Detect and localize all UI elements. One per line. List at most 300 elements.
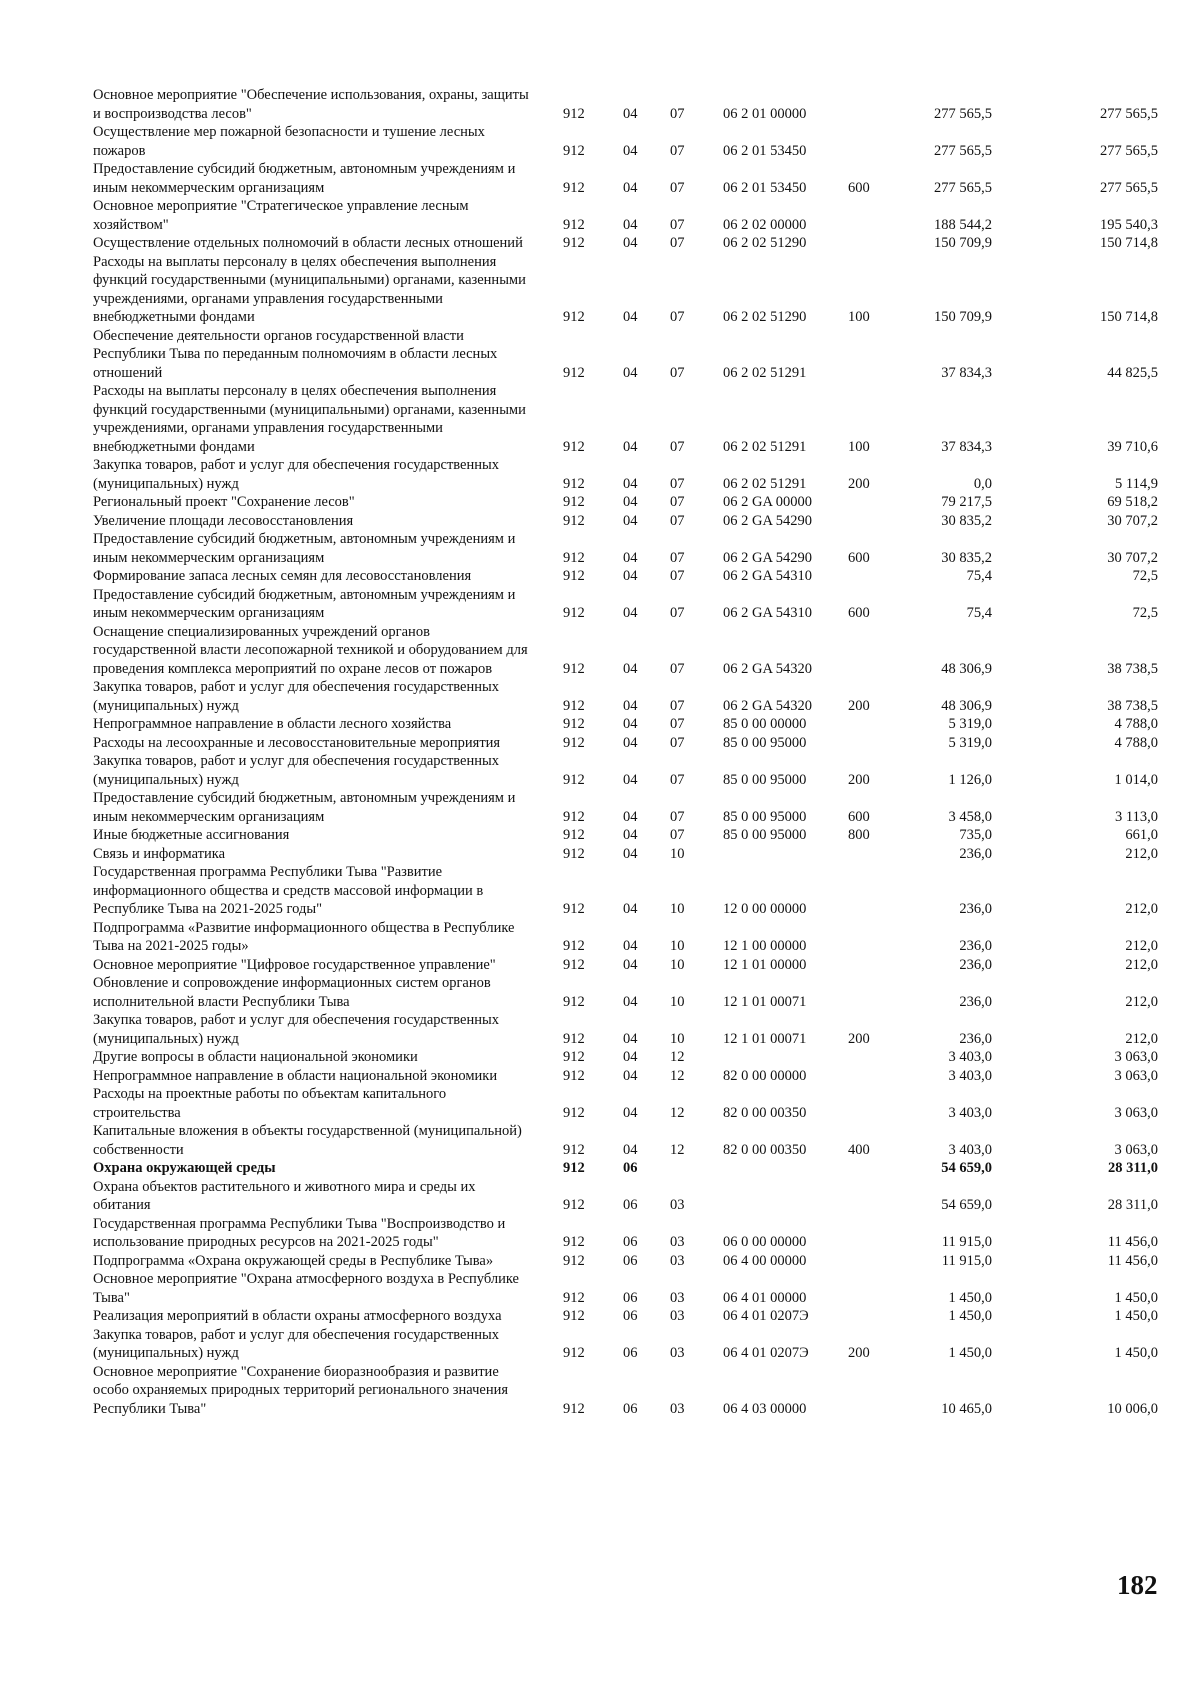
chapter-code: 912 <box>563 216 585 233</box>
chapter-code: 912 <box>563 1067 585 1084</box>
amount-year-2: 38 738,5 <box>1107 660 1158 677</box>
subsection-code: 10 <box>670 956 685 973</box>
subsection-code: 07 <box>670 697 685 714</box>
chapter-code: 912 <box>563 309 585 325</box>
subsection-code: 03 <box>670 1400 685 1417</box>
row-description: Закупка товаров, работ и услуг для обеспечения государственных (муниципальных) нужд <box>93 1012 500 1047</box>
amount-year-2: 195 540,3 <box>1100 216 1158 233</box>
chapter-code: 912 <box>563 105 585 122</box>
section-code: 04 <box>623 494 638 510</box>
chapter-code: 912 <box>563 771 585 788</box>
row-description: Закупка товаров, работ и услуг для обеспечения государственных (муниципальных) нужд <box>93 753 500 788</box>
amount-year-2: 150 714,8 <box>1100 235 1158 251</box>
amount-year-2: 661,0 <box>1125 827 1158 843</box>
amount-year-1: 1 450,0 <box>948 1289 992 1306</box>
expense-type-code: 400 <box>848 1141 870 1158</box>
table-row <box>93 678 1163 715</box>
amount-year-2: 212,0 <box>1125 956 1158 973</box>
amount-year-1: 236,0 <box>959 1030 992 1047</box>
amount-year-2: 69 518,2 <box>1107 494 1158 510</box>
row-description: Закупка товаров, работ и услуг для обеспечения государственных (муниципальных) нужд <box>93 1326 500 1361</box>
target-article-code: 06 2 01 53450 <box>723 142 807 159</box>
section-code: 04 <box>623 568 638 584</box>
section-code: 04 <box>623 364 638 381</box>
chapter-code: 912 <box>563 179 585 196</box>
section-code: 04 <box>623 660 638 677</box>
amount-year-2: 150 714,8 <box>1100 309 1158 325</box>
row-description: Предоставление субсидий бюджетным, автономным учреждениям и иным некоммерческим организациям <box>93 161 516 196</box>
row-description: Непрограммное направление в области национальной экономики <box>93 1067 498 1084</box>
budget-table <box>93 86 1163 1418</box>
target-article-code: 85 0 00 95000 <box>723 771 807 788</box>
row-description: Увеличение площади лесовосстановления <box>93 512 354 529</box>
subsection-code: 07 <box>670 771 685 788</box>
target-article-code: 85 0 00 95000 <box>723 827 807 843</box>
amount-year-1: 3 403,0 <box>948 1141 992 1158</box>
table-row <box>93 456 1163 493</box>
subsection-code: 03 <box>670 1197 685 1213</box>
target-article-code: 82 0 00 00350 <box>723 1104 807 1121</box>
chapter-code: 912 <box>563 956 585 973</box>
subsection-code: 10 <box>670 1030 685 1047</box>
chapter-code: 912 <box>563 827 585 843</box>
target-article-code: 06 2 GA 54320 <box>723 660 813 677</box>
table-row <box>93 1215 1163 1252</box>
section-code: 04 <box>623 549 638 566</box>
subsection-code: 07 <box>670 142 685 159</box>
subsection-code: 07 <box>670 568 685 584</box>
expense-type-code: 100 <box>848 309 870 325</box>
expense-type-code: 200 <box>848 771 870 788</box>
amount-year-1: 54 659,0 <box>941 1197 992 1213</box>
section-code: 04 <box>623 845 638 862</box>
amount-year-1: 236,0 <box>959 845 992 862</box>
subsection-code: 07 <box>670 716 685 732</box>
row-description: Расходы на выплаты персоналу в целях обеспечения выполнения функций государственными (муниципальными) органами, казенными учреждениями, органами управления государственными внебюджетными фондами <box>93 253 526 325</box>
amount-year-1: 236,0 <box>959 993 992 1010</box>
chapter-code: 912 <box>563 235 585 251</box>
chapter-code: 912 <box>563 808 585 825</box>
row-description: Основное мероприятие "Стратегическое управление лесным хозяйством" <box>93 198 469 233</box>
page-number: 182 <box>1117 1570 1158 1600</box>
section-code: 06 <box>623 1197 638 1213</box>
table-row <box>93 512 1163 531</box>
subsection-code: 03 <box>670 1234 685 1250</box>
table-row <box>93 197 1163 234</box>
row-description: Охрана объектов растительного и животного мира и среды их обитания <box>93 1178 476 1213</box>
section-code: 04 <box>623 309 638 325</box>
row-description: Осуществление мер пожарной безопасности и тушение лесных пожаров <box>93 124 485 159</box>
expense-type-code: 800 <box>848 827 870 843</box>
row-description: Оснащение специализированных учреждений органов государственной власти лесопожарной техникой и оборудованием для проведения комплекса мероприятий по охране лесов от пожаров <box>93 623 528 677</box>
chapter-code: 912 <box>563 1141 585 1158</box>
target-article-code: 06 2 GA 54320 <box>723 697 813 714</box>
section-code: 04 <box>623 1030 638 1047</box>
subsection-code: 10 <box>670 845 685 862</box>
amount-year-2: 4 788,0 <box>1114 716 1158 732</box>
amount-year-2: 1 450,0 <box>1114 1308 1158 1324</box>
amount-year-1: 150 709,9 <box>934 309 992 325</box>
amount-year-1: 3 403,0 <box>948 1104 992 1121</box>
expense-type-code: 100 <box>848 438 870 455</box>
row-description: Расходы на выплаты персоналу в целях обеспечения выполнения функций государственными (муниципальными) органами, казенными учреждениями, органами управления государственными внебюджетными фондами <box>93 383 526 455</box>
amount-year-2: 30 707,2 <box>1107 512 1158 529</box>
subsection-code: 12 <box>670 1141 685 1158</box>
row-description: Формирование запаса лесных семян для лесовосстановления <box>93 568 472 584</box>
target-article-code: 06 4 01 00000 <box>723 1289 807 1306</box>
row-description: Государственная программа Республики Тыва "Развитие информационного общества и средств массовой информации в Республике Тыва на 2021-2025 годы" <box>93 864 484 917</box>
section-code: 04 <box>623 827 638 843</box>
expense-type-code: 600 <box>848 179 870 196</box>
table-row <box>93 623 1163 679</box>
amount-year-1: 1 126,0 <box>948 771 992 788</box>
row-description: Предоставление субсидий бюджетным, автономным учреждениям и иным некоммерческим организациям <box>93 531 516 566</box>
row-description: Основное мероприятие "Цифровое государственное управление" <box>93 956 496 973</box>
section-code: 04 <box>623 938 638 954</box>
expense-type-code: 200 <box>848 697 870 714</box>
subsection-code: 07 <box>670 808 685 825</box>
chapter-code: 912 <box>563 993 585 1010</box>
section-code: 04 <box>623 1049 638 1065</box>
target-article-code: 85 0 00 00000 <box>723 716 807 732</box>
section-code: 04 <box>623 808 638 825</box>
target-article-code: 06 4 01 0207Э <box>723 1308 809 1324</box>
amount-year-2: 11 456,0 <box>1107 1252 1158 1269</box>
table-row <box>93 1048 1163 1067</box>
amount-year-2: 212,0 <box>1125 845 1158 862</box>
subsection-code: 07 <box>670 309 685 325</box>
amount-year-1: 5 319,0 <box>948 716 992 732</box>
subsection-code: 10 <box>670 993 685 1010</box>
subsection-code: 07 <box>670 827 685 843</box>
target-article-code: 06 2 01 00000 <box>723 105 807 122</box>
amount-year-1: 3 458,0 <box>948 808 992 825</box>
table-row <box>93 956 1163 975</box>
row-description: Связь и информатика <box>93 845 226 862</box>
amount-year-1: 277 565,5 <box>934 142 992 159</box>
amount-year-2: 3 063,0 <box>1114 1104 1158 1121</box>
amount-year-1: 236,0 <box>959 901 992 917</box>
table-row <box>93 1067 1163 1086</box>
amount-year-2: 212,0 <box>1125 993 1158 1010</box>
row-description: Непрограммное направление в области лесного хозяйства <box>93 716 452 732</box>
table-row <box>93 493 1163 512</box>
chapter-code: 912 <box>563 605 585 621</box>
row-description: Государственная программа Республики Тыва "Воспроизводство и использование природных ресурсов на 2021-2025 годы" <box>93 1215 506 1250</box>
row-description: Предоставление субсидий бюджетным, автономным учреждениям и иным некоммерческим организациям <box>93 790 516 825</box>
row-description: Обеспечение деятельности органов государственной власти Республики Тыва по переданным полномочиям в области лесных отношений <box>93 327 498 381</box>
subsection-code: 03 <box>670 1252 685 1269</box>
table-row <box>93 845 1163 864</box>
chapter-code: 912 <box>563 1345 585 1361</box>
section-code: 04 <box>623 956 638 973</box>
expense-type-code: 200 <box>848 1030 870 1047</box>
target-article-code: 06 2 02 00000 <box>723 216 807 233</box>
row-description: Реализация мероприятий в области охраны атмосферного воздуха <box>93 1308 502 1324</box>
amount-year-2: 212,0 <box>1125 901 1158 917</box>
amount-year-1: 188 544,2 <box>934 216 992 233</box>
amount-year-1: 11 915,0 <box>941 1252 992 1269</box>
target-article-code: 06 4 01 0207Э <box>723 1345 809 1361</box>
table-row <box>93 567 1163 586</box>
section-code: 04 <box>623 1141 638 1158</box>
chapter-code: 912 <box>563 142 585 159</box>
subsection-code: 07 <box>670 216 685 233</box>
subsection-code: 07 <box>670 179 685 196</box>
amount-year-1: 236,0 <box>959 938 992 954</box>
section-code: 04 <box>623 901 638 917</box>
section-code: 04 <box>623 475 638 492</box>
subsection-code: 03 <box>670 1308 685 1324</box>
amount-year-1: 79 217,5 <box>941 494 992 510</box>
table-row <box>93 1011 1163 1048</box>
amount-year-2: 11 456,0 <box>1107 1234 1158 1250</box>
subsection-code: 07 <box>670 549 685 566</box>
amount-year-1: 48 306,9 <box>941 697 992 714</box>
row-description: Закупка товаров, работ и услуг для обеспечения государственных (муниципальных) нужд <box>93 457 500 492</box>
table-row <box>93 1178 1163 1215</box>
chapter-code: 912 <box>563 901 585 917</box>
chapter-code: 912 <box>563 716 585 732</box>
amount-year-1: 3 403,0 <box>948 1067 992 1084</box>
target-article-code: 06 2 GA 00000 <box>723 494 813 510</box>
section-code: 04 <box>623 179 638 196</box>
target-article-code: 12 1 00 00000 <box>723 938 807 954</box>
section-code: 04 <box>623 716 638 732</box>
amount-year-1: 11 915,0 <box>941 1234 992 1250</box>
expense-type-code: 600 <box>848 549 870 566</box>
chapter-code: 912 <box>563 660 585 677</box>
target-article-code: 82 0 00 00350 <box>723 1141 807 1158</box>
section-code: 04 <box>623 216 638 233</box>
amount-year-1: 30 835,2 <box>941 512 992 529</box>
section-code: 04 <box>623 1104 638 1121</box>
expense-type-code: 600 <box>848 605 870 621</box>
section-code: 04 <box>623 512 638 529</box>
target-article-code: 06 2 GA 54310 <box>723 605 813 621</box>
expense-type-code: 600 <box>848 808 870 825</box>
table-row <box>93 86 1163 123</box>
table-row <box>93 863 1163 919</box>
section-code: 06 <box>623 1234 638 1250</box>
subsection-code: 07 <box>670 660 685 677</box>
table-row <box>93 752 1163 789</box>
row-description: Подпрограмма «Развитие информационного общества в Республике Тыва на 2021-2025 годы» <box>93 919 515 954</box>
amount-year-1: 3 403,0 <box>948 1049 992 1065</box>
target-article-code: 06 2 GA 54290 <box>723 512 813 529</box>
chapter-code: 912 <box>563 1049 585 1065</box>
row-description: Расходы на проектные работы по объектам капитального строительства <box>93 1086 447 1121</box>
chapter-code: 912 <box>563 512 585 529</box>
table-row <box>93 1270 1163 1307</box>
amount-year-2: 3 063,0 <box>1114 1049 1158 1065</box>
amount-year-2: 38 738,5 <box>1107 697 1158 714</box>
chapter-code: 912 <box>563 1252 585 1269</box>
amount-year-2: 72,5 <box>1132 568 1158 584</box>
target-article-code: 06 4 03 00000 <box>723 1400 807 1417</box>
section-code: 06 <box>623 1308 638 1324</box>
target-article-code: 06 2 GA 54310 <box>723 568 813 584</box>
table-row <box>93 1252 1163 1271</box>
amount-year-2: 3 063,0 <box>1114 1141 1158 1158</box>
chapter-code: 912 <box>563 697 585 714</box>
amount-year-2: 3 063,0 <box>1114 1067 1158 1084</box>
amount-year-1: 1 450,0 <box>948 1308 992 1324</box>
amount-year-1: 236,0 <box>959 956 992 973</box>
chapter-code: 912 <box>563 475 585 492</box>
table-row <box>93 1363 1163 1419</box>
amount-year-1: 37 834,3 <box>941 364 992 381</box>
subsection-code: 07 <box>670 438 685 455</box>
expense-type-code: 200 <box>848 1345 870 1361</box>
amount-year-2: 212,0 <box>1125 938 1158 954</box>
amount-year-1: 10 465,0 <box>941 1400 992 1417</box>
section-code: 04 <box>623 105 638 122</box>
subsection-code: 10 <box>670 901 685 917</box>
chapter-code: 912 <box>563 845 585 862</box>
amount-year-1: 5 319,0 <box>948 734 992 751</box>
subsection-code: 03 <box>670 1345 685 1361</box>
subsection-code: 07 <box>670 235 685 251</box>
table-row <box>93 919 1163 956</box>
target-article-code: 06 0 00 00000 <box>723 1234 807 1250</box>
row-description: Капитальные вложения в объекты государственной (муниципальной) собственности <box>93 1123 522 1158</box>
section-code: 04 <box>623 771 638 788</box>
amount-year-2: 30 707,2 <box>1107 549 1158 566</box>
chapter-code: 912 <box>563 1160 585 1176</box>
section-code: 04 <box>623 235 638 251</box>
row-description: Закупка товаров, работ и услуг для обеспечения государственных (муниципальных) нужд <box>93 679 500 714</box>
table-row <box>93 253 1163 327</box>
target-article-code: 12 1 01 00000 <box>723 956 807 973</box>
table-row <box>93 160 1163 197</box>
amount-year-2: 5 114,9 <box>1115 475 1158 492</box>
amount-year-2: 3 113,0 <box>1115 808 1158 825</box>
target-article-code: 12 1 01 00071 <box>723 993 807 1010</box>
table-row <box>93 789 1163 826</box>
table-row <box>93 1307 1163 1326</box>
subsection-code: 12 <box>670 1067 685 1084</box>
table-row <box>93 530 1163 567</box>
row-description: Охрана окружающей среды <box>93 1160 276 1176</box>
target-article-code: 12 0 00 00000 <box>723 901 807 917</box>
amount-year-1: 1 450,0 <box>948 1345 992 1361</box>
amount-year-1: 150 709,9 <box>934 235 992 251</box>
section-code: 04 <box>623 1067 638 1084</box>
row-description: Другие вопросы в области национальной экономики <box>93 1049 418 1065</box>
amount-year-2: 39 710,6 <box>1107 438 1158 455</box>
table-row <box>93 382 1163 456</box>
row-description: Основное мероприятие "Охрана атмосферного воздуха в Республике Тыва" <box>93 1271 519 1306</box>
section-code: 04 <box>623 993 638 1010</box>
target-article-code: 06 2 02 51291 <box>723 364 807 381</box>
chapter-code: 912 <box>563 1030 585 1047</box>
row-description: Расходы на лесоохранные и лесовосстановительные мероприятия <box>93 734 501 751</box>
table-row <box>93 715 1163 734</box>
row-description: Региональный проект "Сохранение лесов" <box>93 494 355 510</box>
row-description: Подпрограмма «Охрана окружающей среды в Республике Тыва» <box>93 1252 494 1269</box>
section-code: 06 <box>623 1252 638 1269</box>
section-code: 06 <box>623 1289 638 1306</box>
amount-year-1: 277 565,5 <box>934 105 992 122</box>
subsection-code: 07 <box>670 605 685 621</box>
section-code: 06 <box>623 1345 638 1361</box>
amount-year-2: 277 565,5 <box>1100 179 1158 196</box>
target-article-code: 06 2 01 53450 <box>723 179 807 196</box>
target-article-code: 85 0 00 95000 <box>723 808 807 825</box>
subsection-code: 07 <box>670 734 685 751</box>
chapter-code: 912 <box>563 1197 585 1213</box>
table-row <box>93 734 1163 753</box>
amount-year-2: 1 450,0 <box>1114 1289 1158 1306</box>
amount-year-1: 54 659,0 <box>941 1160 992 1176</box>
chapter-code: 912 <box>563 494 585 510</box>
subsection-code: 10 <box>670 938 685 954</box>
target-article-code: 06 2 02 51291 <box>723 475 807 492</box>
amount-year-1: 48 306,9 <box>941 660 992 677</box>
table-row <box>93 1085 1163 1122</box>
target-article-code: 85 0 00 95000 <box>723 734 807 751</box>
amount-year-2: 277 565,5 <box>1100 105 1158 122</box>
section-code: 06 <box>623 1400 638 1417</box>
subsection-code: 07 <box>670 494 685 510</box>
target-article-code: 06 2 02 51290 <box>723 309 807 325</box>
amount-year-2: 10 006,0 <box>1107 1400 1158 1417</box>
target-article-code: 06 2 02 51291 <box>723 438 807 455</box>
amount-year-1: 75,4 <box>966 568 992 584</box>
amount-year-2: 277 565,5 <box>1100 142 1158 159</box>
table-row <box>93 1159 1163 1178</box>
amount-year-2: 72,5 <box>1132 605 1158 621</box>
amount-year-1: 30 835,2 <box>941 549 992 566</box>
subsection-code: 03 <box>670 1289 685 1306</box>
amount-year-2: 4 788,0 <box>1114 734 1158 751</box>
chapter-code: 912 <box>563 549 585 566</box>
table-row <box>93 586 1163 623</box>
chapter-code: 912 <box>563 1308 585 1324</box>
subsection-code: 12 <box>670 1049 685 1065</box>
section-code: 04 <box>623 438 638 455</box>
section-code: 04 <box>623 605 638 621</box>
row-description: Обновление и сопровождение информационных систем органов исполнительной власти Республики Тыва <box>93 975 491 1010</box>
table-row <box>93 826 1163 845</box>
chapter-code: 912 <box>563 1104 585 1121</box>
table-row <box>93 123 1163 160</box>
chapter-code: 912 <box>563 438 585 455</box>
section-code: 04 <box>623 142 638 159</box>
table-row <box>93 1326 1163 1363</box>
table-row <box>93 234 1163 253</box>
amount-year-2: 28 311,0 <box>1108 1160 1158 1176</box>
target-article-code: 82 0 00 00000 <box>723 1067 807 1084</box>
row-description: Предоставление субсидий бюджетным, автономным учреждениям и иным некоммерческим организациям <box>93 586 516 621</box>
amount-year-1: 277 565,5 <box>934 179 992 196</box>
chapter-code: 912 <box>563 734 585 751</box>
amount-year-2: 28 311,0 <box>1107 1197 1158 1213</box>
row-description: Основное мероприятие "Сохранение биоразнообразия и развитие особо охраняемых природных территорий регионального значения Республики Тыва" <box>93 1363 509 1417</box>
amount-year-1: 75,4 <box>966 605 992 621</box>
target-article-code: 06 4 00 00000 <box>723 1252 807 1269</box>
row-description: Осуществление отдельных полномочий в области лесных отношений <box>93 235 523 251</box>
amount-year-1: 0,0 <box>973 475 992 492</box>
target-article-code: 12 1 01 00071 <box>723 1030 807 1047</box>
expense-type-code: 200 <box>848 475 870 492</box>
section-code: 04 <box>623 697 638 714</box>
section-code: 06 <box>623 1160 638 1176</box>
chapter-code: 912 <box>563 1234 585 1250</box>
subsection-code: 07 <box>670 105 685 122</box>
subsection-code: 12 <box>670 1104 685 1121</box>
